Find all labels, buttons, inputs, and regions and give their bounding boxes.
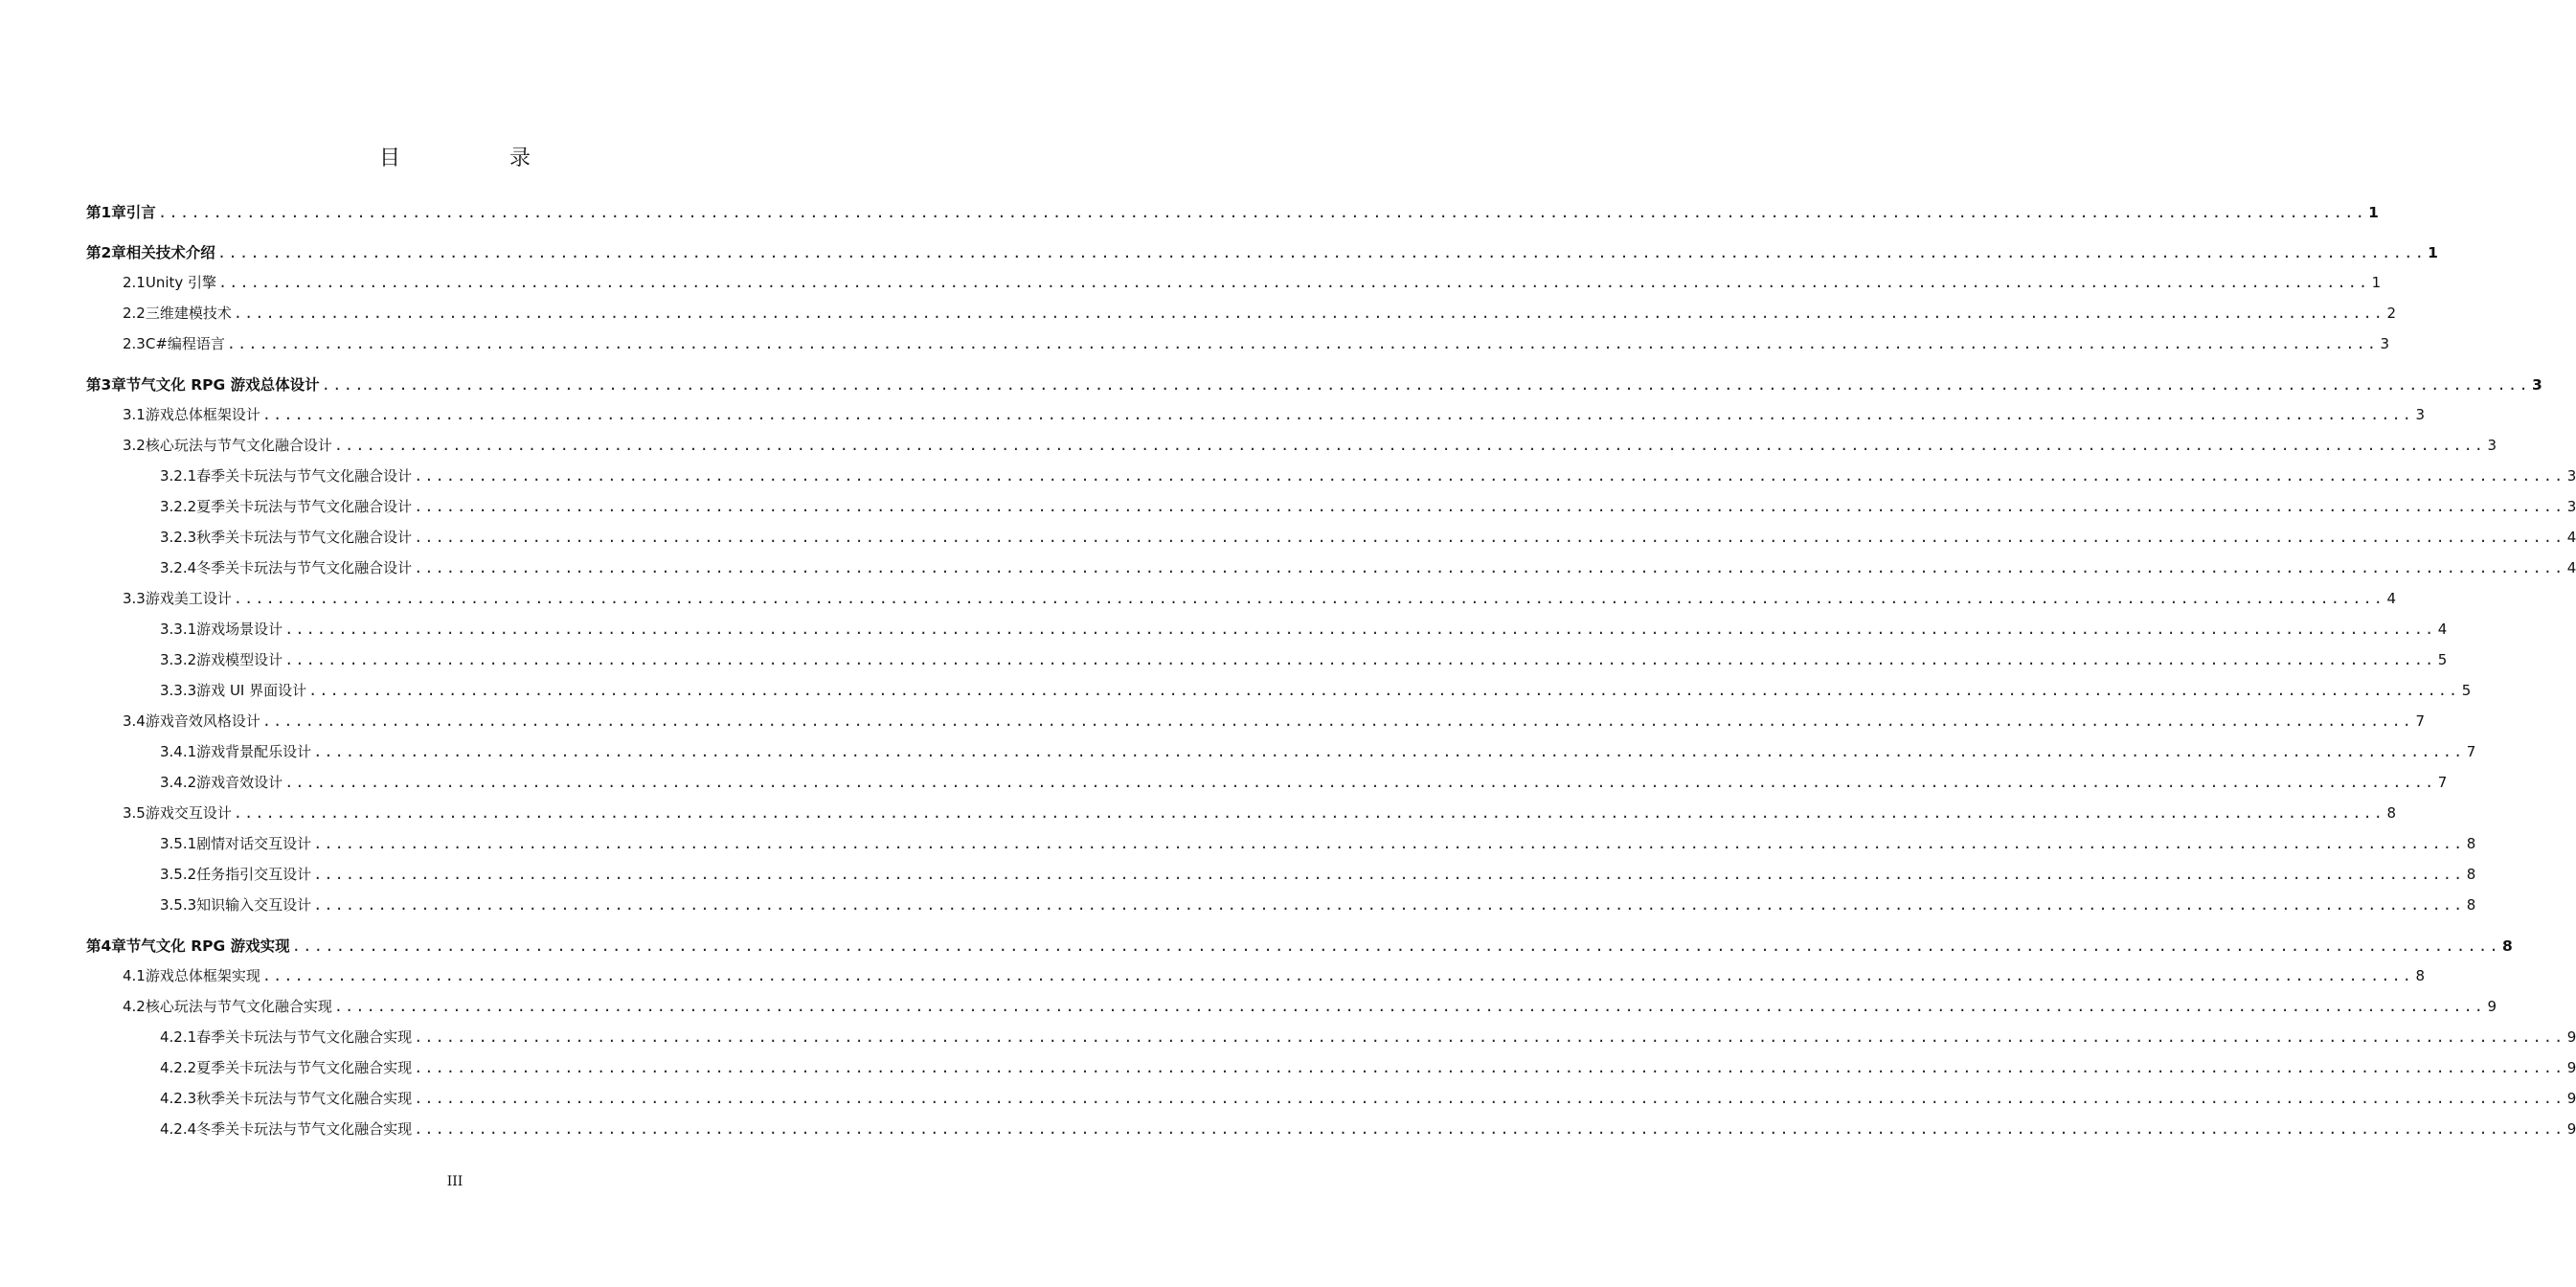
toc-entry[interactable] — [86, 201, 2379, 224]
toc-entry-page: 3 — [2531, 376, 2542, 394]
toc-entry[interactable] — [123, 333, 2390, 356]
toc-entry-title: 游戏美工设计 — [145, 590, 232, 607]
toc-entry[interactable] — [123, 404, 2426, 427]
toc-entry-number: 第1章 — [86, 204, 126, 221]
toc-entry[interactable] — [160, 465, 2576, 488]
toc-entry-page: 8 — [2466, 835, 2476, 852]
toc-entry-page: 7 — [2466, 743, 2476, 760]
toc-entry-title: Unity 引擎 — [145, 274, 217, 291]
toc-entry-number: 3.3.1 — [160, 621, 197, 638]
toc-entry-title: C#编程语言 — [145, 335, 225, 352]
toc-entry-title: 三维建模技术 — [145, 305, 232, 322]
toc-entry[interactable] — [160, 1118, 2576, 1141]
toc-dot-leader: ........................................................................................................................................................................................................ — [218, 274, 2370, 291]
toc-entry[interactable] — [160, 1088, 2576, 1111]
toc-entry-page: 8 — [2466, 866, 2476, 883]
toc-entry-page: 5 — [2437, 651, 2448, 668]
toc-dot-leader: ........................................................................................................................................................................................................ — [226, 335, 2379, 352]
toc-entry-title: 夏季关卡玩法与节气文化融合设计 — [196, 498, 413, 515]
toc-entry-page: 3 — [2566, 498, 2576, 515]
toc-entry-title: 游戏 UI 界面设计 — [196, 682, 307, 699]
toc-entry[interactable] — [123, 965, 2426, 988]
toc-entry[interactable] — [123, 588, 2397, 611]
toc-entry[interactable] — [160, 1027, 2576, 1050]
toc-entry-page: 9 — [2566, 1028, 2576, 1046]
toc-entry-number: 2.2 — [123, 305, 146, 322]
toc-entry-title: 游戏总体框架实现 — [145, 967, 260, 984]
toc-entry-number: 3.2.2 — [160, 498, 197, 515]
toc-entry-page: 4 — [2437, 621, 2448, 638]
toc-entry-title: 核心玩法与节气文化融合设计 — [145, 437, 332, 454]
toc-dot-leader: ........................................................................................................................................................................................................ — [414, 1059, 2565, 1076]
toc-entry-page: 9 — [2487, 998, 2497, 1015]
toc-entry-title: 任务指引交互设计 — [196, 866, 312, 883]
toc-entry-page: 9 — [2566, 1059, 2576, 1076]
toc-entry-number: 2.1 — [123, 274, 146, 291]
toc-dot-leader: ........................................................................................................................................................................................................ — [313, 743, 2465, 760]
toc-entry-page: 1 — [2428, 244, 2438, 261]
toc-entry-number: 3.5 — [123, 804, 146, 822]
toc-entry-title: 春季关卡玩法与节气文化融合设计 — [196, 467, 413, 485]
toc-entry-page: 7 — [2437, 774, 2448, 791]
toc-entry-title: 游戏场景设计 — [196, 621, 283, 638]
toc-entry[interactable] — [123, 435, 2497, 458]
toc-dot-leader: ........................................................................................................................................................................................................ — [233, 305, 2385, 322]
toc-entry-number: 3.3 — [123, 590, 146, 607]
toc-entry-page: 1 — [2368, 204, 2379, 221]
toc-entry-title: 知识输入交互设计 — [196, 896, 312, 914]
toc-entry-title: 游戏交互设计 — [145, 804, 232, 822]
toc-dot-leader: ........................................................................................................................................................................................................ — [333, 998, 2486, 1015]
toc-dot-leader: ........................................................................................................................................................................................................ — [233, 590, 2385, 607]
toc-entry-number: 3.5.3 — [160, 896, 197, 914]
toc-entry[interactable] — [160, 619, 2448, 642]
toc-entry-page: 7 — [2415, 712, 2426, 730]
page-number: III — [446, 1174, 463, 1189]
toc-entry-page: 5 — [2461, 682, 2472, 699]
toc-entry-title: 核心玩法与节气文化融合实现 — [145, 998, 332, 1015]
toc-entry-title: 游戏音效设计 — [196, 774, 283, 791]
toc-entry-page: 4 — [2566, 559, 2576, 576]
toc-dot-leader: ........................................................................................................................................................................................................ — [414, 559, 2565, 576]
toc-entry-number: 3.3.3 — [160, 682, 197, 699]
toc-dot-leader: ........................................................................................................................................................................................................ — [313, 866, 2465, 883]
toc-entry-title: 游戏总体框架设计 — [145, 406, 260, 423]
toc-entry-number: 3.2.1 — [160, 467, 197, 485]
toc-entry-title: 秋季关卡玩法与节气文化融合设计 — [196, 529, 413, 546]
toc-dot-leader: ........................................................................................................................................................................................................ — [414, 1090, 2565, 1107]
toc-entry[interactable] — [123, 996, 2497, 1019]
toc-dot-leader: ........................................................................................................................................................................................................ — [333, 437, 2486, 454]
toc-entry-page: 3 — [2380, 335, 2390, 352]
toc-entry-title: 冬季关卡玩法与节气文化融合设计 — [196, 559, 413, 576]
toc-dot-leader: ........................................................................................................................................................................................................ — [414, 467, 2565, 485]
toc-entry[interactable] — [160, 741, 2476, 764]
toc-entry-title: 秋季关卡玩法与节气文化融合实现 — [196, 1090, 413, 1107]
toc-dot-leader: ........................................................................................................................................................................................................ — [313, 896, 2465, 914]
toc-entry-page: 3 — [2487, 437, 2497, 454]
toc-dot-leader: ........................................................................................................................................................................................................ — [308, 682, 2460, 699]
toc-dot-leader: ........................................................................................................................................................................................................ — [261, 967, 2414, 984]
toc-entry[interactable] — [160, 772, 2448, 795]
toc-entry-title: 游戏背景配乐设计 — [196, 743, 312, 760]
toc-entry[interactable] — [86, 935, 2513, 958]
toc-entry-number: 3.3.2 — [160, 651, 197, 668]
toc-entry-number: 3.5.1 — [160, 835, 197, 852]
toc-entry-title: 节气文化 RPG 游戏总体设计 — [125, 376, 320, 394]
toc-entry[interactable] — [160, 557, 2576, 580]
toc-entry-page: 9 — [2566, 1090, 2576, 1107]
page-title: 目 录 — [378, 147, 575, 170]
toc-entry-title: 游戏音效风格设计 — [145, 712, 260, 730]
toc-entry-page: 8 — [2415, 967, 2426, 984]
toc-entry-number: 3.1 — [123, 406, 146, 423]
toc-entry-page: 9 — [2566, 1120, 2576, 1138]
toc-entry-title: 夏季关卡玩法与节气文化融合实现 — [196, 1059, 413, 1076]
toc-entry[interactable] — [86, 241, 2438, 264]
toc-entry-title: 春季关卡玩法与节气文化融合实现 — [196, 1028, 413, 1046]
toc-entry-title: 剧情对话交互设计 — [196, 835, 312, 852]
toc-dot-leader: ........................................................................................................................................................................................................ — [414, 1120, 2565, 1138]
toc-entry-title: 节气文化 RPG 游戏实现 — [125, 937, 290, 955]
toc-entry-title: 冬季关卡玩法与节气文化融合实现 — [196, 1120, 413, 1138]
toc-entry[interactable] — [160, 527, 2576, 550]
toc-entry-page: 8 — [2501, 937, 2513, 955]
toc-entry-page: 3 — [2415, 406, 2426, 423]
toc-dot-leader: ........................................................................................................................................................................................................ — [414, 1028, 2565, 1046]
toc-entry-number: 第3章 — [86, 376, 126, 394]
toc-dot-leader: ........................................................................................................................................................................................................ — [414, 529, 2565, 546]
toc-dot-leader: ........................................................................................................................................................................................................ — [291, 937, 2500, 955]
toc-entry-title: 游戏模型设计 — [196, 651, 283, 668]
toc-entry-number: 第2章 — [86, 244, 126, 261]
toc-entry-number: 3.4.2 — [160, 774, 197, 791]
toc-entry-number: 3.4.1 — [160, 743, 197, 760]
toc-entry[interactable] — [160, 894, 2476, 917]
toc-entry[interactable] — [160, 833, 2476, 856]
toc-entry-page: 4 — [2386, 590, 2397, 607]
toc-entry-page: 8 — [2386, 804, 2397, 822]
toc-entry-title: 相关技术介绍 — [125, 244, 215, 261]
toc-entry-page: 3 — [2566, 467, 2576, 485]
toc-entry[interactable] — [123, 802, 2397, 825]
toc-dot-leader: ........................................................................................................................................................................................................ — [284, 651, 2436, 668]
toc-dot-leader: ........................................................................................................................................................................................................ — [414, 498, 2565, 515]
toc-dot-leader: ........................................................................................................................................................................................................ — [284, 774, 2436, 791]
toc-dot-leader: ........................................................................................................................................................................................................ — [261, 712, 2414, 730]
toc-entry[interactable] — [160, 496, 2576, 519]
toc-entry[interactable] — [160, 680, 2472, 703]
toc-entry-number: 3.2.4 — [160, 559, 197, 576]
toc-entry[interactable] — [160, 864, 2476, 887]
toc-dot-leader: ........................................................................................................................................................................................................ — [313, 835, 2465, 852]
toc-entry-number: 3.2 — [123, 437, 146, 454]
toc-dot-leader: ........................................................................................................................................................................................................ — [216, 244, 2427, 261]
toc-entry[interactable] — [123, 303, 2397, 326]
toc-entry-number: 4.2.1 — [160, 1028, 197, 1046]
toc-entry-page: 1 — [2371, 274, 2382, 291]
toc-dot-leader: ........................................................................................................................................................................................................ — [284, 621, 2436, 638]
toc-dot-leader: ........................................................................................................................................................................................................ — [233, 804, 2385, 822]
toc-entry-number: 4.2.4 — [160, 1120, 197, 1138]
toc-entry-page: 8 — [2466, 896, 2476, 914]
toc-entry[interactable] — [123, 711, 2426, 734]
toc-entry-number: 4.1 — [123, 967, 146, 984]
toc-entry-number: 2.3 — [123, 335, 146, 352]
toc-dot-leader: ........................................................................................................................................................................................................ — [157, 204, 2367, 221]
toc-entry-number: 3.5.2 — [160, 866, 197, 883]
toc-entry[interactable] — [123, 272, 2382, 295]
toc-entry-number: 第4章 — [86, 937, 126, 955]
toc-entry-page: 4 — [2566, 529, 2576, 546]
toc-entry[interactable] — [86, 373, 2542, 396]
toc-entry-number: 4.2 — [123, 998, 146, 1015]
toc-entry-page: 2 — [2386, 305, 2397, 322]
toc-dot-leader: ........................................................................................................................................................................................................ — [321, 376, 2530, 394]
toc-dot-leader: ........................................................................................................................................................................................................ — [261, 406, 2414, 423]
toc-entry-number: 3.2.3 — [160, 529, 197, 546]
toc-entry[interactable] — [160, 1057, 2576, 1080]
toc-entry-title: 引言 — [125, 204, 156, 221]
toc-entry-number: 4.2.3 — [160, 1090, 197, 1107]
toc-entry-number: 4.2.2 — [160, 1059, 197, 1076]
toc-entry-number: 3.4 — [123, 712, 146, 730]
toc-entry[interactable] — [160, 649, 2448, 672]
